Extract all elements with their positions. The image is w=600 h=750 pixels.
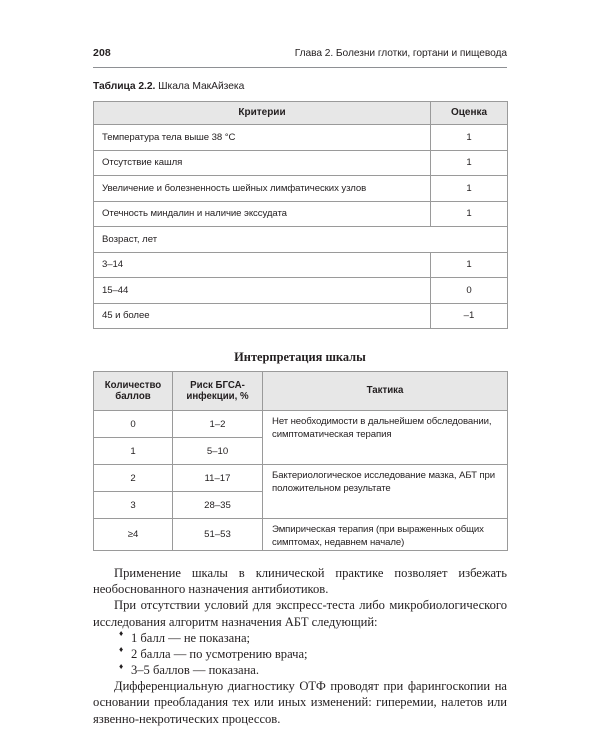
table-row — [94, 176, 508, 202]
interpretation-heading: Интерпретация шкалы — [234, 350, 366, 364]
table-header-row — [94, 372, 508, 411]
table-row — [94, 201, 508, 227]
cell-score: 0 — [431, 278, 508, 304]
list-item — [93, 630, 507, 646]
cell-risk: 28–35 — [173, 492, 263, 519]
list-item — [93, 646, 507, 662]
list-item — [93, 662, 507, 678]
cell-risk: 51–53 — [173, 519, 263, 551]
cell-points: 0 — [94, 411, 173, 438]
table-mcisaac — [93, 101, 508, 329]
body-text — [93, 565, 507, 727]
diamond-bullet-icon: ♦ — [119, 629, 124, 639]
column-header-score: Оценка — [431, 102, 508, 125]
list-item-label: 1 балл — не показана; — [131, 630, 251, 645]
diamond-bullet-icon: ♦ — [119, 645, 124, 655]
cell-points: 1 — [94, 438, 173, 465]
cell-criterion: 3–14 — [94, 252, 431, 278]
cell-criterion: 15–44 — [94, 278, 431, 304]
cell-score: 1 — [431, 150, 508, 176]
table-row — [94, 150, 508, 176]
list-item-label: 2 балла — по усмотрению врача; — [131, 646, 308, 661]
diamond-bullet-icon: ♦ — [119, 661, 124, 671]
cell-risk: 1–2 — [173, 411, 263, 438]
cell-score: 1 — [431, 125, 508, 151]
cell-group-label-age: Возраст, лет — [94, 227, 508, 253]
cell-criterion: Температура тела выше 38 °C — [94, 125, 431, 151]
cell-score: –1 — [431, 303, 508, 329]
table-row — [94, 411, 508, 438]
cell-score: 1 — [431, 252, 508, 278]
cell-criterion: Отсутствие кашля — [94, 150, 431, 176]
column-header-points: Количество баллов — [94, 372, 173, 411]
paragraph-2: При отсутствии условий для экспресс-теста либо микробиологического исследования алгоритм назначения АБТ следующий: — [93, 598, 507, 629]
cell-criterion: Отечность миндалин и наличие экссудата — [94, 201, 431, 227]
list-item-label: 3–5 баллов — показана. — [131, 663, 260, 678]
cell-criterion: Увеличение и болезненность шейных лимфатических узлов — [94, 176, 431, 202]
table-row — [94, 278, 508, 304]
table-caption — [93, 81, 507, 92]
table-row — [94, 125, 508, 151]
cell-risk: 5–10 — [173, 438, 263, 465]
cell-score: 1 — [431, 176, 508, 202]
running-head — [93, 47, 507, 68]
paragraph-3: Дифференциальную диагностику ОТФ проводят при фарингоскопии на основании преобладания тех или иных изменений: гиперемии, налетов или язвенно-некротических процессов. — [93, 679, 507, 726]
cell-points: ≥4 — [94, 519, 173, 551]
cell-points: 3 — [94, 492, 173, 519]
cell-risk: 11–17 — [173, 465, 263, 492]
column-header-criteria: Критерии — [94, 102, 431, 125]
column-header-tactic: Тактика — [263, 372, 508, 411]
table-interpretation — [93, 371, 508, 551]
cell-tactic: Эмпирическая терапия (при выраженных общих симптомах, недавнем начале) — [263, 519, 508, 551]
chapter-title: Глава 2. Болезни глотки, гортани и пищевода — [294, 48, 507, 59]
table-row — [94, 303, 508, 329]
algorithm-bullet-list — [93, 630, 507, 679]
table-row — [94, 252, 508, 278]
cell-tactic: Бактериологическое исследование мазка, АБТ при положительном результате — [263, 465, 508, 519]
table-row — [94, 465, 508, 492]
paragraph-1: Применение шкалы в клинической практике позволяет избежать необоснованного назначения антибиотиков. — [93, 566, 507, 597]
column-header-risk: Риск БГСА-инфекции, % — [173, 372, 263, 411]
cell-points: 2 — [94, 465, 173, 492]
table-row — [94, 519, 508, 551]
page-number: 208 — [93, 47, 111, 59]
cell-tactic: Нет необходимости в дальнейшем обследовании, симптоматическая терапия — [263, 411, 508, 465]
table-header-row — [94, 102, 508, 125]
table-subheader-row — [94, 227, 508, 253]
cell-criterion: 45 и более — [94, 303, 431, 329]
cell-score: 1 — [431, 201, 508, 227]
table-caption-title: Шкала МакАйзека — [158, 81, 245, 92]
table-caption-label: Таблица 2.2. — [93, 81, 156, 92]
